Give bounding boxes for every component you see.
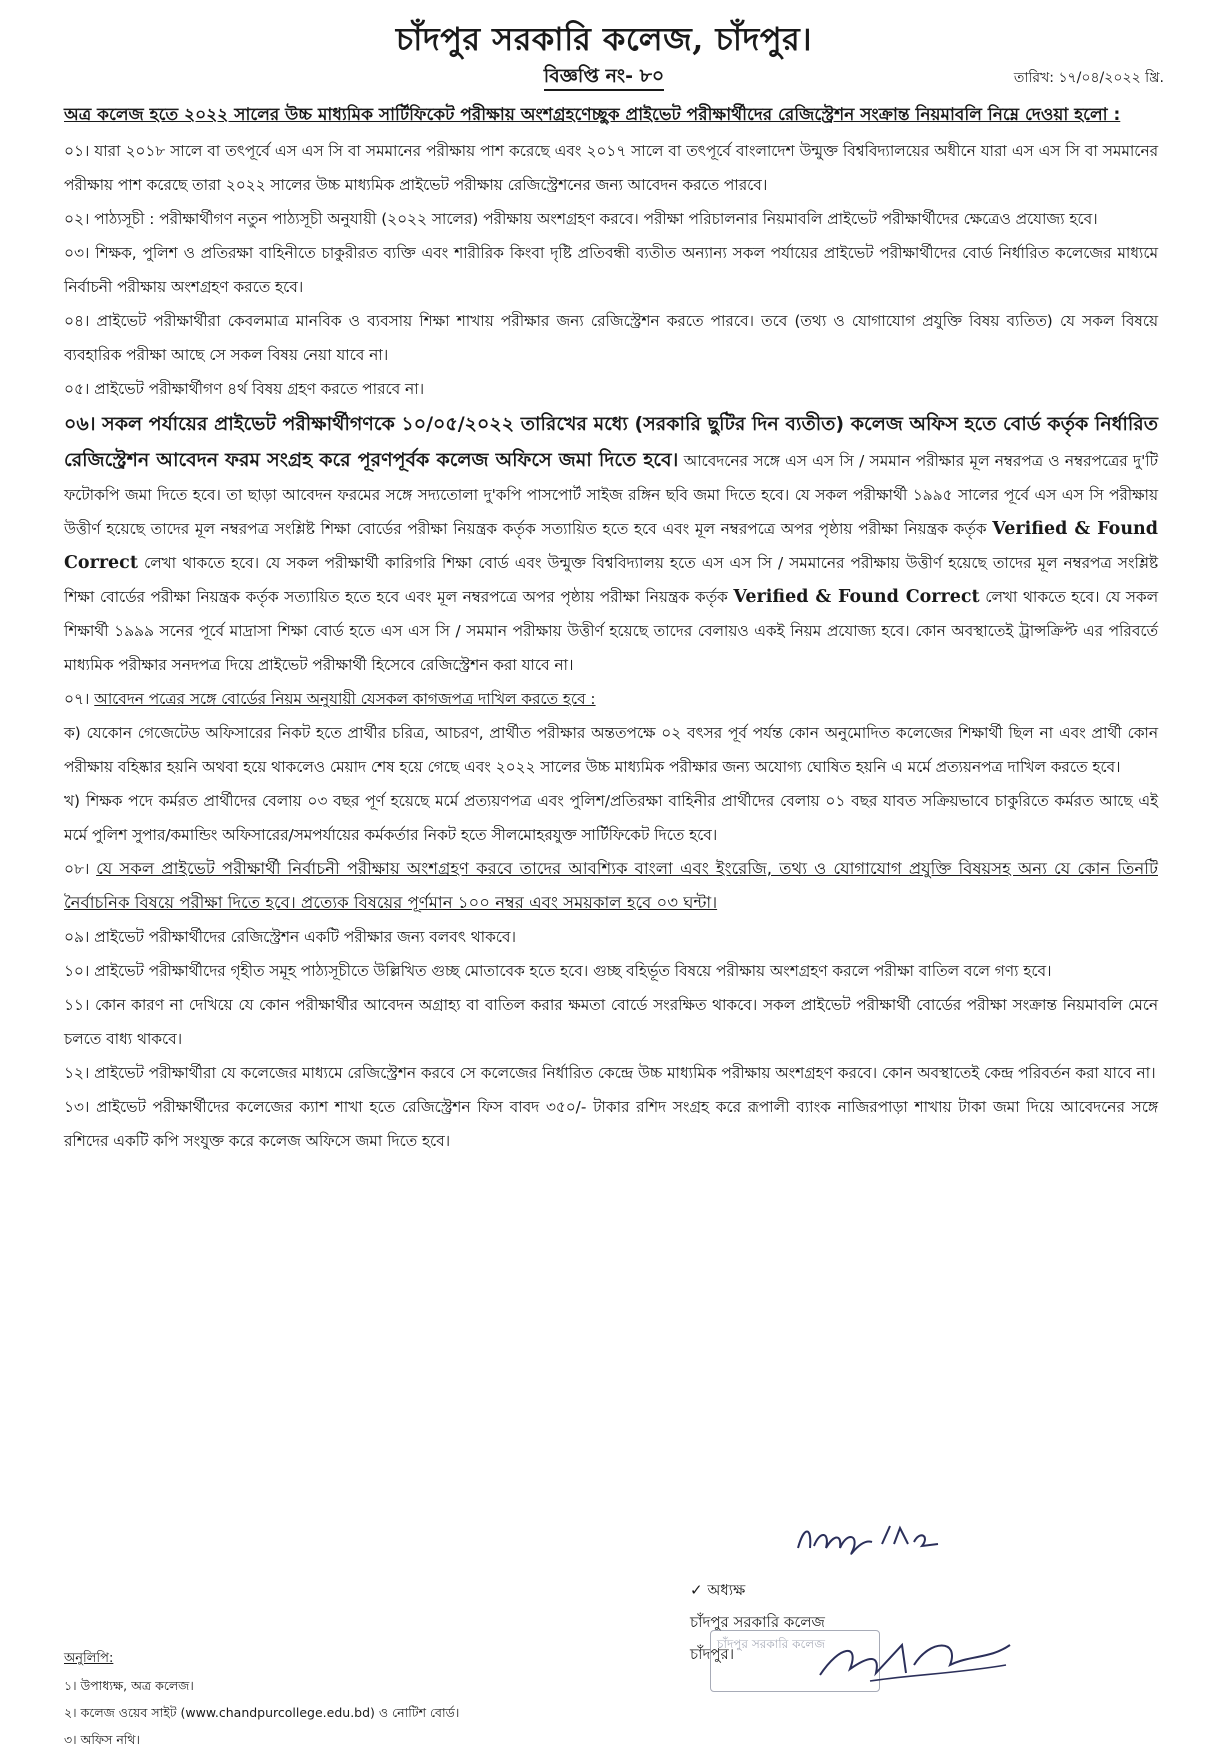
principal-signature bbox=[790, 1508, 950, 1568]
rule-10: ১০। প্রাইভেট পরীক্ষার্থীদের গৃহীত সমূহ পাঠ্যসূচীতে উল্লিখিত গুচ্ছ মোতাবেক হতে হবে। গুচ্ছ বহির্ভূত বিষয়ে পরীক্ষায় অংশগ্রহণ করলে পরীক্ষা বাতিল বলে গণ্য হবে। bbox=[64, 962, 1052, 980]
rule-05: ০৫। প্রাইভেট পরীক্ষার্থীগণ ৪র্থ বিষয় গ্রহণ করতে পারবে না। bbox=[64, 380, 425, 398]
rule-07-text: আবেদন পত্রের সঙ্গে বোর্ডের নিয়ম অনুযায়ী যেসকল কাগজপত্র দাখিল করতে হবে : bbox=[94, 690, 596, 708]
rule-08 bbox=[64, 852, 1158, 920]
rule-03: ০৩। শিক্ষক, পুলিশ ও প্রতিরক্ষা বাহিনীতে চাকুরীরত ব্যক্তি এবং শারীরিক কিংবা দৃষ্টি প্রতিবন্ধী ব্যতীত অন্যান্য সকল পর্যায়ের প্রাইভেট পরীক্ষার্থীদের বোর্ড নির্ধারিত কলেজের মাধ্যমে নির্বাচনী পরীক্ষায় অংশগ্রহণ করতে হবে। bbox=[64, 244, 1158, 296]
rule-09: ০৯। প্রাইভেট পরীক্ষার্থীদের রেজিস্ট্রেশন একটি পরীক্ষার জন্য বলবৎ থাকবে। bbox=[64, 928, 516, 946]
signatory-college: চাঁদপুর সরকারি কলেজ bbox=[690, 1613, 825, 1631]
notice-number-text: বিজ্ঞপ্তি নং- ৮০ bbox=[544, 65, 665, 91]
signatory-designation: ✓ অধ্যক্ষ bbox=[690, 1581, 746, 1599]
seal-text: চাঁদপুর সরকারি কলেজ bbox=[717, 1637, 825, 1651]
intro-paragraph: অত্র কলেজ হতে ২০২২ সালের উচ্চ মাধ্যমিক সার্টিফিকেট পরীক্ষায় অংশগ্রহণেচ্ছুক প্রাইভেট পরীক্ষার্থীদের রেজিস্ট্রেশন সংক্রান্ত নিয়মাবলি নিম্নে দেওয়া হলো : bbox=[64, 105, 1121, 125]
rule-01: ০১। যারা ২০১৮ সালে বা তৎপূর্বে এস এস সি বা সমমানের পরীক্ষায় পাশ করেছে এবং ২০১৭ সালে বা তৎপূর্বে বাংলাদেশ উন্মুক্ত বিশ্ববিদ্যালয়ের অধীনে যারা এস এস সি বা সমমানের পরীক্ষায় পাশ করেছে তারা ২০২২ সালের উচ্চ মাধ্যমিক প্রাইভেট পরীক্ষায় রেজিস্ট্রেশনের জন্য আবেদন করতে পারবে। bbox=[64, 142, 1158, 194]
rule-12: ১২। প্রাইভেট পরীক্ষার্থীরা যে কলেজের মাধ্যমে রেজিস্ট্রেশন করবে সে কলেজের নির্ধারিত কেন্দ্রে উচ্চ মাধ্যমিক পরীক্ষায় অংশগ্রহণ করবে। কোন অবস্থাতেই কেন্দ্র পরিবর্তন করা যাবে না। bbox=[64, 1064, 1156, 1082]
rule-06-part-b: লেখা থাকতে হবে। যে সকল পরীক্ষার্থী কারিগরি শিক্ষা বোর্ড এবং উন্মুক্ত বিশ্ববিদ্যালয় হতে এস এস সি / সমমানের পরীক্ষায় উত্তীর্ণ হয়েছে তাদের মূল নম্বরপত্র সংশ্লিষ্ট শিক্ষা বোর্ডের পরীক্ষা নিয়ন্ত্রক কর্তৃক সত্যায়িত হতে হবে এবং মূল নম্বরপত্রে অপর পৃষ্ঠায় পরীক্ষা নিয়ন্ত্রক কর্তৃক bbox=[64, 554, 1158, 606]
rule-07-kha: খ) শিক্ষক পদে কর্মরত প্রার্থীদের বেলায় ০৩ বছর পূর্ণ হয়েছে মর্মে প্রত্যয়ণপত্র এবং পুলিশ/প্রতিরক্ষা বাহিনীর প্রার্থীদের বেলায় ০১ বছর যাবত সক্রিয়ভাবে চাকুরিতে কর্মরত আছে এই মর্মে পুলিশ সুপার/কমান্ডিং অফিসারের/সমপর্যায়ের কর্মকর্তার নিকট হতে সীলমোহরযুক্ত সার্টিফিকেট দিতে হবে। bbox=[64, 792, 1158, 844]
second-signature bbox=[810, 1625, 1020, 1695]
copy-item: ২। কলেজ ওয়েব সাইট (www.chandpurcollege.edu.bd) ও নোটিশ বোর্ড। bbox=[64, 1705, 460, 1720]
copy-heading: অনুলিপি: bbox=[64, 1651, 114, 1666]
rule-04: ০৪। প্রাইভেট পরীক্ষার্থীরা কেবলমাত্র মানবিক ও ব্যবসায় শিক্ষা শাখায় পরীক্ষার জন্য রেজিস্ট্রেশন করতে পারবে। তবে (তথ্য ও যোগাযোগ প্রযুক্তি বিষয় ব্যতিত) যে সকল বিষয়ে ব্যবহারিক পরীক্ষা আছে সে সকল বিষয় নেয়া যাবে না। bbox=[64, 312, 1158, 364]
verified-text-2: Verified & Found Correct bbox=[733, 587, 980, 607]
rule-06-part-a: আবেদনের সঙ্গে এস এস সি / সমমান পরীক্ষার মূল নম্বরপত্র ও নম্বরপত্রের দু'টি ফটোকপি জমা দিতে হবে। তা ছাড়া আবেদন ফরমের সঙ্গে সদ্যতোলা দু'কপি পাসপোর্ট সাইজ রঙ্গিন ছবি জমা দিতে হবে। যে সকল পরীক্ষার্থী ১৯৯৫ সালের পূর্বে এস এস সি পরীক্ষায় উত্তীর্ণ হয়েছে তাদের মূল নম্বরপত্র সংশ্লিষ্ট শিক্ষা বোর্ডের পরীক্ষা নিয়ন্ত্রক কর্তৃক সত্যায়িত হতে হবে এবং মূল নম্বরপত্রে অপর পৃষ্ঠায় পরীক্ষা নিয়ন্ত্রক কর্তৃক bbox=[64, 452, 1158, 538]
rule-07-number: ০৭। bbox=[64, 690, 90, 708]
rule-06-part-c: লেখা থাকতে হবে। যে সকল শিক্ষার্থী ১৯৯৯ সনের পূর্বে মাদ্রাসা শিক্ষা বোর্ড হতে এস এস সি / সমমান পরীক্ষায় উত্তীর্ণ হয়েছে তাদের বেলায়ও একই নিয়ম প্রযোজ্য হবে। কোন অবস্থাতেই ট্রান্সক্রিপ্ট এর পরিবর্তে মাধ্যমিক পরীক্ষার সনদপত্র দিয়ে প্রাইভেট পরীক্ষার্থী হিসেবে রেজিস্ট্রেশন করা যাবে না। bbox=[64, 588, 1158, 674]
rule-11: ১১। কোন কারণ না দেখিয়ে যে কোন পরীক্ষার্থীর আবেদন অগ্রাহ্য বা বাতিল করার ক্ষমতা বোর্ডে সংরক্ষিত থাকবে। সকল প্রাইভেট পরীক্ষার্থী বোর্ডের পরীক্ষা সংক্রান্ত নিয়মাবলি মেনে চলতে বাধ্য থাকবে। bbox=[64, 996, 1158, 1048]
rule-06-bold: ০৬। সকল পর্যায়ের প্রাইভেট পরীক্ষার্থীগণকে ১০/০৫/২০২২ তারিখের মধ্যে (সরকারি ছুটির দিন ব্যতীত) কলেজ অফিস হতে বোর্ড কর্তৃক নির্ধারিত রেজিস্ট্রেশন আবেদন ফরম সংগ্রহ করে পূরণপূর্বক কলেজ অফিসে জমা দিতে হবে। bbox=[64, 413, 1158, 471]
notice-body bbox=[64, 96, 1158, 1158]
rule-06 bbox=[64, 406, 1158, 682]
college-title: চাঁদপুর সরকারি কলেজ, চাঁদপুর। bbox=[395, 20, 813, 58]
rule-07-ka: ক) যেকোন গেজেটেড অফিসারের নিকট হতে প্রার্থীর চরিত্র, আচরণ, প্রার্থীত পরীক্ষার অন্ততপক্ষে ০২ বৎসর পূর্ব পর্যন্ত কোন অনুমোদিত কলেজের শিক্ষার্থী ছিল না এবং প্রার্থী কোন পরীক্ষায় বহিষ্কার হয়নি অথবা হয়ে থাকলেও মেয়াদ শেষ হয়ে গেছে এবং ২০২২ সালের উচ্চ মাধ্যমিক পরীক্ষার জন্য অযোগ্য ঘোষিত হয়নি এ মর্মে প্রত্যয়নপত্র দাখিল করতে হবে। bbox=[64, 724, 1158, 776]
verified-text-1: Verified & Found Correct bbox=[64, 519, 1158, 573]
signatory-place: চাঁদপুর। bbox=[690, 1645, 735, 1663]
rule-08-text: যে সকল প্রাইভেট পরীক্ষার্থী নির্বাচনী পরীক্ষায় অংশগ্রহণ করবে তাদের আবশ্যিক বাংলা এবং ইংরেজি, তথ্য ও যোগাযোগ প্রযুক্তি বিষয়সহ অন্য যে কোন তিনটি নৈর্বাচনিক বিষয়ে পরীক্ষা দিতে হবে। প্রত্যেক বিষয়ের পূর্ণমান ১০০ নম্বর এবং সময়কাল হবে ০৩ ঘন্টা। bbox=[64, 859, 1158, 912]
copy-list bbox=[64, 1645, 459, 1753]
rule-02: ০২। পাঠ্যসূচী : পরীক্ষার্থীগণ নতুন পাঠ্যসূচী অনুযায়ী (২০২২ সালের) পরীক্ষায় অংশগ্রহণ করবে। পরীক্ষা পরিচালনার নিয়মাবলি প্রাইভেট পরীক্ষার্থীদের ক্ষেত্রেও প্রযোজ্য হবে। bbox=[64, 210, 1098, 228]
copy-item: ১। উপাধ্যক্ষ, অত্র কলেজ। bbox=[64, 1678, 194, 1693]
rule-07 bbox=[64, 682, 1158, 716]
rule-08-number: ০৮। bbox=[64, 860, 90, 878]
signature-block bbox=[690, 1500, 1110, 1700]
copy-item: ৩। অফিস নথি। bbox=[64, 1732, 140, 1747]
rule-13: ১৩। প্রাইভেট পরীক্ষার্থীদের কলেজের ক্যাশ শাখা হতে রেজিস্ট্রেশন ফিস বাবদ ৩৫০/- টাকার রশিদ সংগ্রহ করে রূপালী ব্যাংক নাজিরপাড়া শাখায় টাকা জমা দিয়ে আবেদনের সঙ্গে রশিদের একটি কপি সংযুক্ত করে কলেজ অফিসে জমা দিতে হবে। bbox=[64, 1098, 1158, 1150]
notice-date: তারিখ: ১৭/০৪/২০২২ খ্রি. bbox=[1013, 70, 1164, 86]
